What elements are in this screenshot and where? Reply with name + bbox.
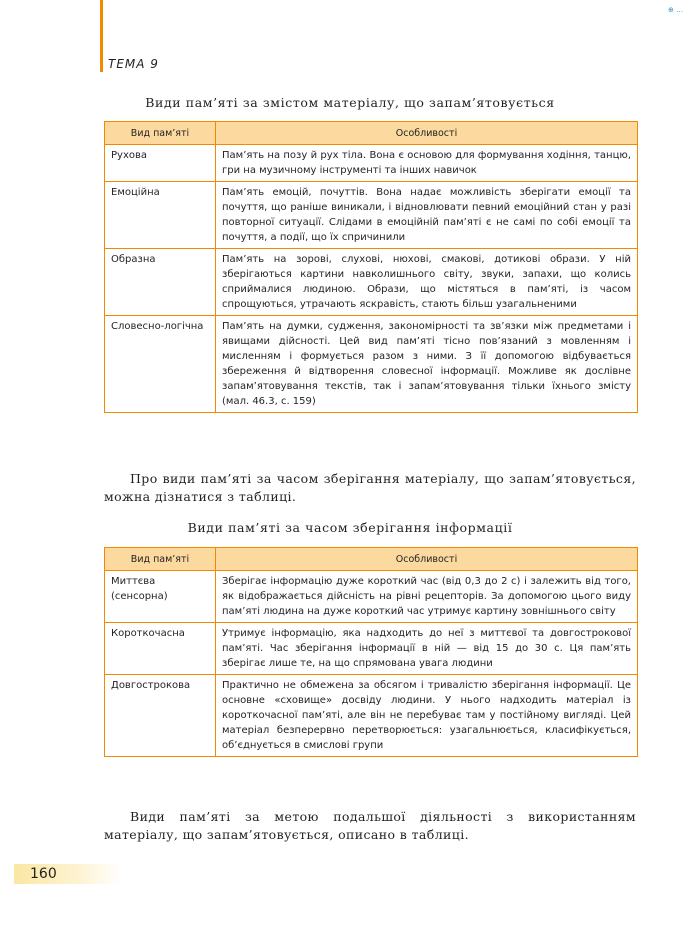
memory-content-table	[104, 121, 638, 413]
memory-description-cell: Пам’ять емоцій, почуттів. Вона надає можливість зберігати емоції та почуття, що раніше виникали, і відновлювати певний емоційний стан у разі повторної ситуації. Слідами в емоційній пам’яті є не самі по собі емоції та почуття, а події, що їх спричинили	[216, 182, 638, 249]
table-row	[105, 145, 638, 182]
column-header-features: Особливості	[216, 122, 638, 145]
memory-description-cell: Утримує інформацію, яка надходить до неї з миттєвої та довгострокової пам’яті. Час зберігання інформації в ній — від 15 до 30 с. Ця пам’ять зберігає лише те, на що спрямована увага людини	[216, 623, 638, 675]
memory-type-cell: Образна	[105, 249, 216, 316]
table-row	[105, 182, 638, 249]
table-row	[105, 316, 638, 413]
memory-type-cell: Миттєва (сенсорна)	[105, 571, 216, 623]
memory-type-cell: Довгострокова	[105, 675, 216, 757]
table-row	[105, 623, 638, 675]
memory-time-table	[104, 547, 638, 757]
memory-description-cell: Зберігає інформацію дуже короткий час (від 0,3 до 2 с) і залежить від того, як відображається дійсність на рівні рецепторів. За допомогою цього виду пам’яті людина на дуже короткий час утримує картину зовнішнього світу	[216, 571, 638, 623]
margin-accent-line	[100, 0, 103, 72]
table-header-row	[105, 548, 638, 571]
table-row	[105, 249, 638, 316]
table-row	[105, 675, 638, 757]
column-header-type: Вид пам’яті	[105, 548, 216, 571]
memory-type-cell: Словесно-логічна	[105, 316, 216, 413]
memory-type-cell: Рухова	[105, 145, 216, 182]
memory-description-cell: Практично не обмежена за обсягом і тривалістю зберігання інформації. Це основне «сховище» досвіду людини. У нього надходить матеріал із короткочасної пам’яті, але він не перебуває там у постійному вигляді. Цей матеріал безперервно перетворюється: узагальнюється, класифікується, об’єднується в смислові групи	[216, 675, 638, 757]
table-row	[105, 571, 638, 623]
memory-description-cell: Пам’ять на думки, судження, закономірності та зв’язки між предметами і явищами дійсності. Цей вид пам’яті тісно пов’язаний з мовленням і мисленням і формується разом з ними. З її допомогою відбувається збереження й відтворення словесної інформації. Можливе як дослівне запам’ятовування текстів, так і запам’ятовування тільки їхнього змісту (мал. 46.3, с. 159)	[216, 316, 638, 413]
publisher-logo-icon: ⊕ …	[668, 6, 684, 14]
memory-type-cell: Емоційна	[105, 182, 216, 249]
table1-caption: Види пам’яті за змістом матеріалу, що запам’ятовується	[145, 95, 555, 110]
intro-paragraph-storage-time: Про види пам’яті за часом зберігання матеріалу, що запам’ятовується, можна дізнатися з таблиці.	[104, 471, 636, 504]
table2-caption: Види пам’яті за часом зберігання інформації	[187, 520, 513, 535]
table-header-row	[105, 122, 638, 145]
intro-paragraph-purpose: Види пам’яті за метою подальшої діяльності з використанням матеріалу, що запам’ятовується, описано в таблиці.	[104, 809, 636, 842]
memory-type-cell: Короткочасна	[105, 623, 216, 675]
column-header-type: Вид пам’яті	[105, 122, 216, 145]
column-header-features: Особливості	[216, 548, 638, 571]
topic-label: ТЕМА 9	[108, 57, 159, 71]
memory-description-cell: Пам’ять на позу й рух тіла. Вона є основою для формування ходіння, танцю, гри на музичному інструменті та інших навичок	[216, 145, 638, 182]
memory-description-cell: Пам’ять на зорові, слухові, нюхові, смакові, дотикові образи. У ній зберігаються картини навколишнього світу, звуки, запахи, що колись сприймалися людиною. Образи, що містяться в пам’яті, із часом спрощуються, утрачають яскравість, стають більш узагальненими	[216, 249, 638, 316]
page-number: 160	[30, 866, 57, 882]
